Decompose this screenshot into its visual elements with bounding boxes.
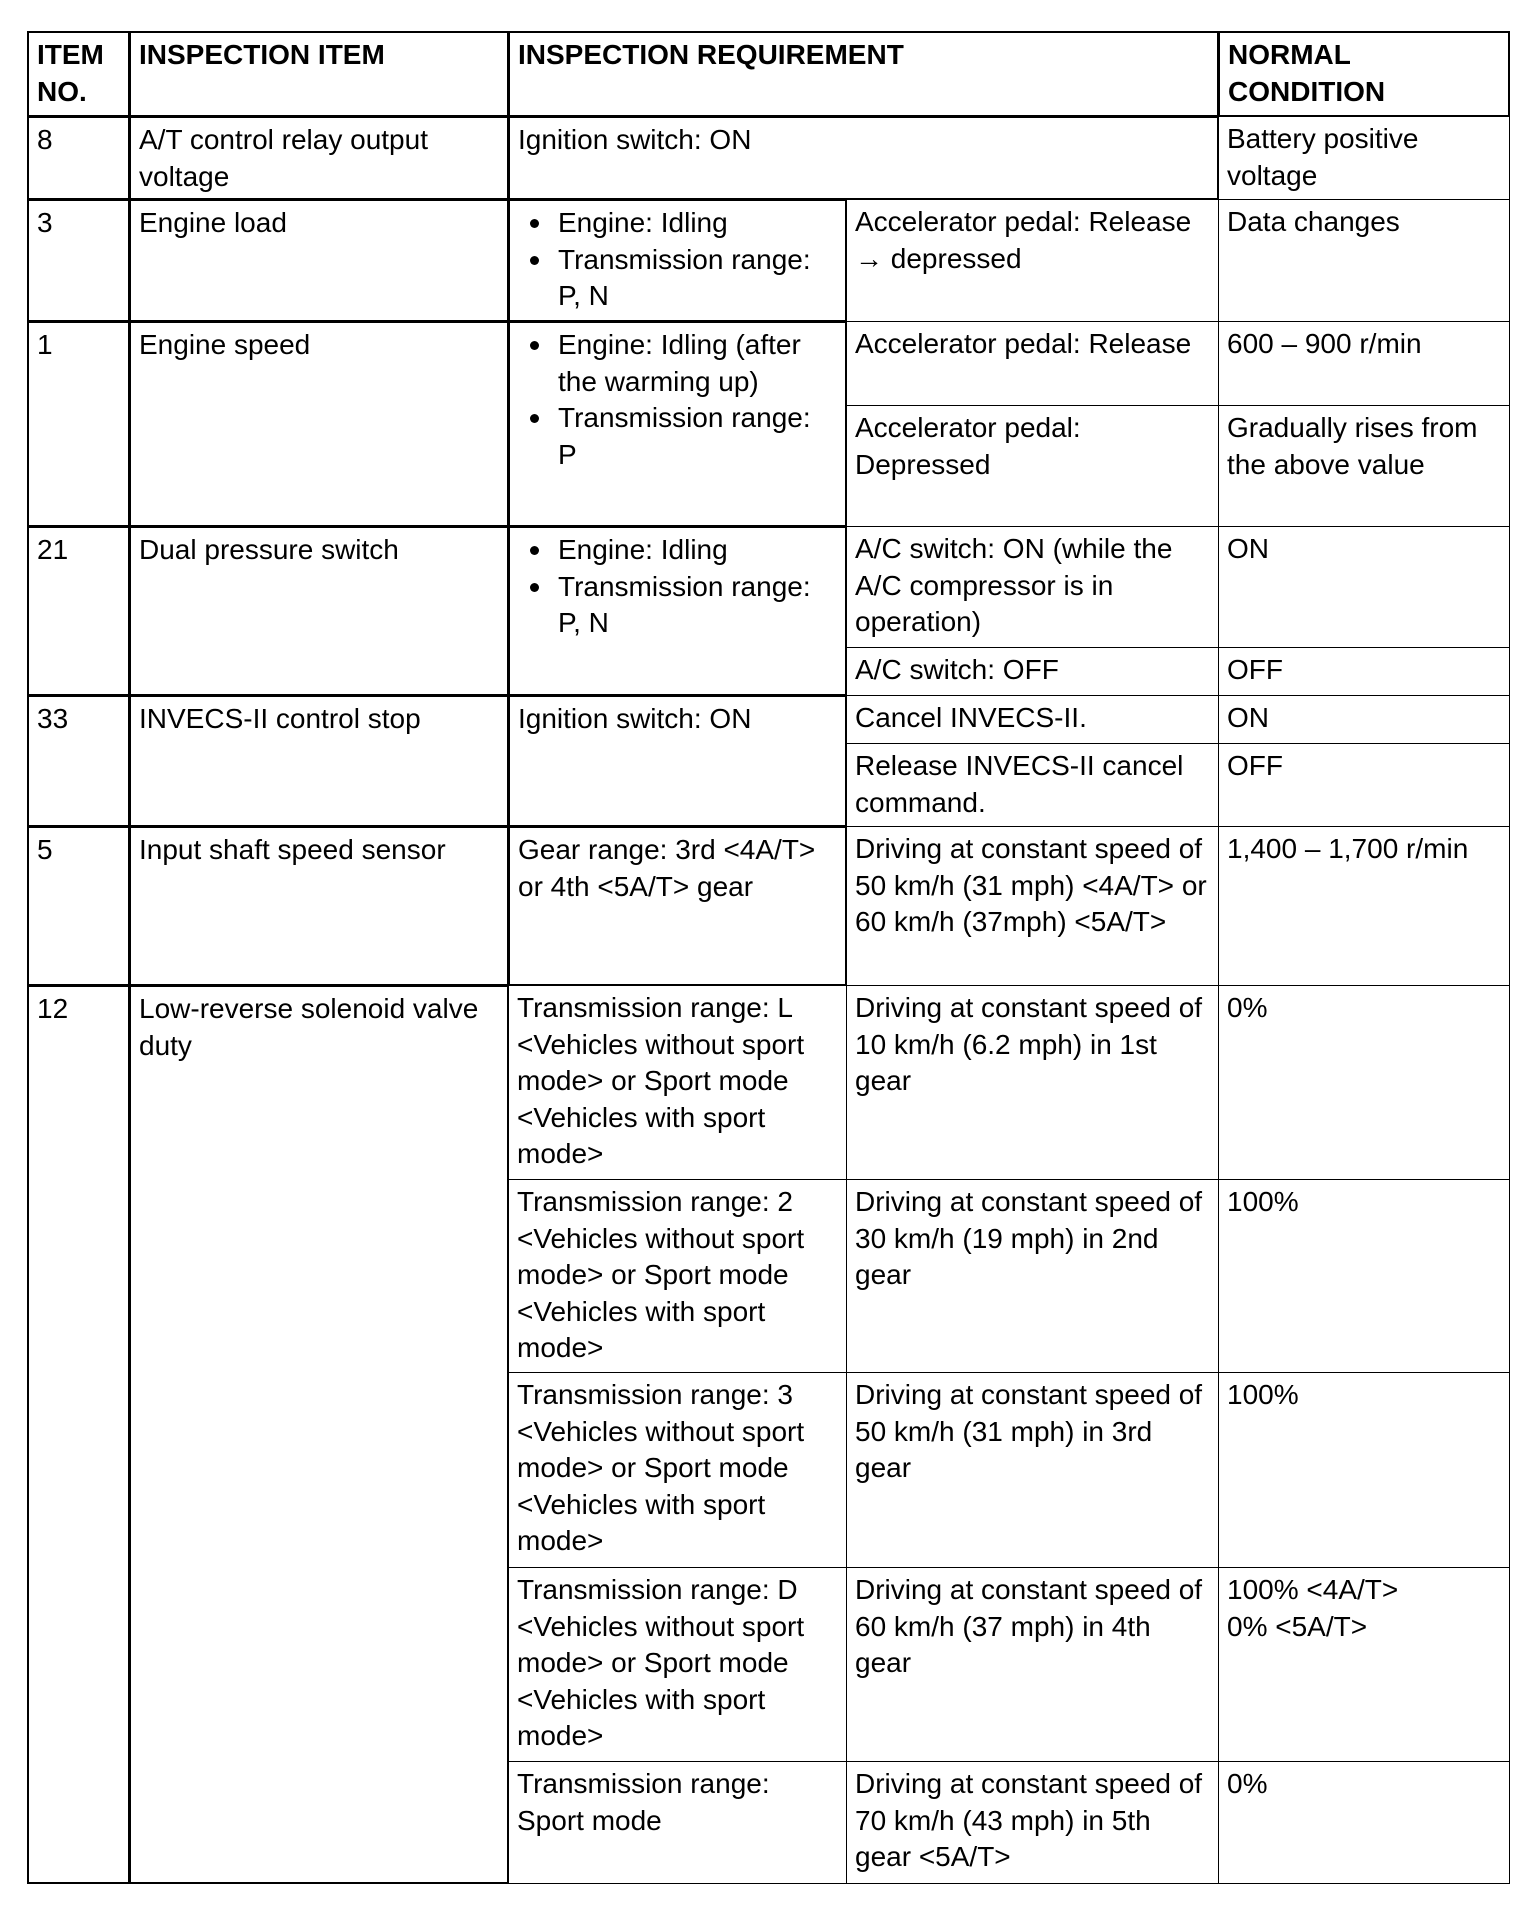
- inspection-condition: Accelerator pedal: Depressed: [846, 405, 1219, 527]
- normal-condition: 1,400 – 1,700 r/min: [1218, 826, 1510, 986]
- item-number: 5: [27, 826, 130, 986]
- inspection-condition: Driving at constant speed of 60 km/h (37 mph) in 4th gear: [846, 1567, 1219, 1762]
- inspection-requirement-list: [508, 526, 847, 696]
- inspection-condition: Release INVECS-II cancel command.: [846, 743, 1219, 827]
- normal-condition: OFF: [1218, 743, 1510, 827]
- inspection-requirement: Transmission range: L <Vehicles without sport mode> or Sport mode <Vehicles with sport mode>: [508, 985, 847, 1180]
- requirement-bullet: Transmission range: P, N: [518, 242, 837, 315]
- inspection-requirement: Gear range: 3rd <4A/T> or 4th <5A/T> gear: [508, 826, 847, 986]
- header-inspection-requirement: INSPECTION REQUIREMENT: [508, 31, 1219, 117]
- normal-condition: Data changes: [1218, 199, 1510, 322]
- item-number: 33: [27, 695, 130, 827]
- inspection-requirement-list: [508, 199, 847, 322]
- inspection-condition: Accelerator pedal: Release: [846, 321, 1219, 406]
- header-normal-condition: NORMAL CONDITION: [1218, 31, 1510, 117]
- inspection-item: Dual pressure switch: [129, 526, 509, 696]
- header-item-no: ITEM NO.: [27, 31, 130, 117]
- normal-condition: 100%: [1218, 1372, 1510, 1568]
- normal-condition: Battery positive voltage: [1218, 116, 1510, 200]
- inspection-item: Engine load: [129, 199, 509, 322]
- inspection-condition: Driving at constant speed of 70 km/h (43 mph) in 5th gear <5A/T>: [846, 1761, 1219, 1884]
- normal-condition: 100%: [1218, 1179, 1510, 1373]
- normal-condition: 600 – 900 r/min: [1218, 321, 1510, 406]
- requirement-bullet: Engine: Idling: [518, 205, 837, 242]
- requirement-bullet: Engine: Idling (after the warming up): [518, 327, 837, 400]
- inspection-condition: Driving at constant speed of 10 km/h (6.2 mph) in 1st gear: [846, 985, 1219, 1180]
- normal-condition: 0%: [1218, 1761, 1510, 1884]
- item-number: 8: [27, 116, 130, 200]
- normal-condition: OFF: [1218, 647, 1510, 696]
- inspection-item: INVECS-II control stop: [129, 695, 509, 827]
- inspection-requirement: Transmission range: 2 <Vehicles without sport mode> or Sport mode <Vehicles with sport mode>: [508, 1179, 847, 1373]
- inspection-condition: Driving at constant speed of 50 km/h (31 mph) in 3rd gear: [846, 1372, 1219, 1568]
- item-number: 3: [27, 199, 130, 322]
- inspection-item: Input shaft speed sensor: [129, 826, 509, 986]
- inspection-requirement: Ignition switch: ON: [508, 116, 1219, 200]
- inspection-condition: A/C switch: ON (while the A/C compressor is in operation): [846, 526, 1219, 648]
- normal-condition: 0%: [1218, 985, 1510, 1180]
- inspection-condition: Driving at constant speed of 50 km/h (31 mph) <4A/T> or 60 km/h (37mph) <5A/T>: [846, 826, 1219, 986]
- inspection-requirement: Transmission range: Sport mode: [508, 1761, 847, 1884]
- header-inspection-item: INSPECTION ITEM: [129, 31, 509, 117]
- requirement-bullet: Transmission range: P: [518, 400, 837, 473]
- inspection-condition: Driving at constant speed of 30 km/h (19 mph) in 2nd gear: [846, 1179, 1219, 1373]
- requirement-bullet: Transmission range: P, N: [518, 569, 837, 642]
- inspection-item: Low-reverse solenoid valve duty: [129, 985, 509, 1884]
- inspection-condition: Cancel INVECS-II.: [846, 695, 1219, 744]
- normal-condition: ON: [1218, 526, 1510, 648]
- requirement-bullet: Engine: Idling: [518, 532, 837, 569]
- inspection-item: Engine speed: [129, 321, 509, 527]
- item-number: 12: [27, 985, 130, 1884]
- inspection-condition: Accelerator pedal: Release → depressed: [846, 199, 1219, 322]
- item-number: 21: [27, 526, 130, 696]
- inspection-requirement: Transmission range: 3 <Vehicles without sport mode> or Sport mode <Vehicles with sport mode>: [508, 1372, 847, 1568]
- inspection-item: A/T control relay output voltage: [129, 116, 509, 200]
- item-number: 1: [27, 321, 130, 527]
- inspection-requirement-list: [508, 321, 847, 527]
- normal-condition: Gradually rises from the above value: [1218, 405, 1510, 527]
- normal-condition: 100% <4A/T> 0% <5A/T>: [1218, 1567, 1510, 1762]
- inspection-requirement: Transmission range: D <Vehicles without sport mode> or Sport mode <Vehicles with sport mode>: [508, 1567, 847, 1762]
- normal-condition: ON: [1218, 695, 1510, 744]
- inspection-condition: A/C switch: OFF: [846, 647, 1219, 696]
- inspection-requirement: Ignition switch: ON: [508, 695, 847, 827]
